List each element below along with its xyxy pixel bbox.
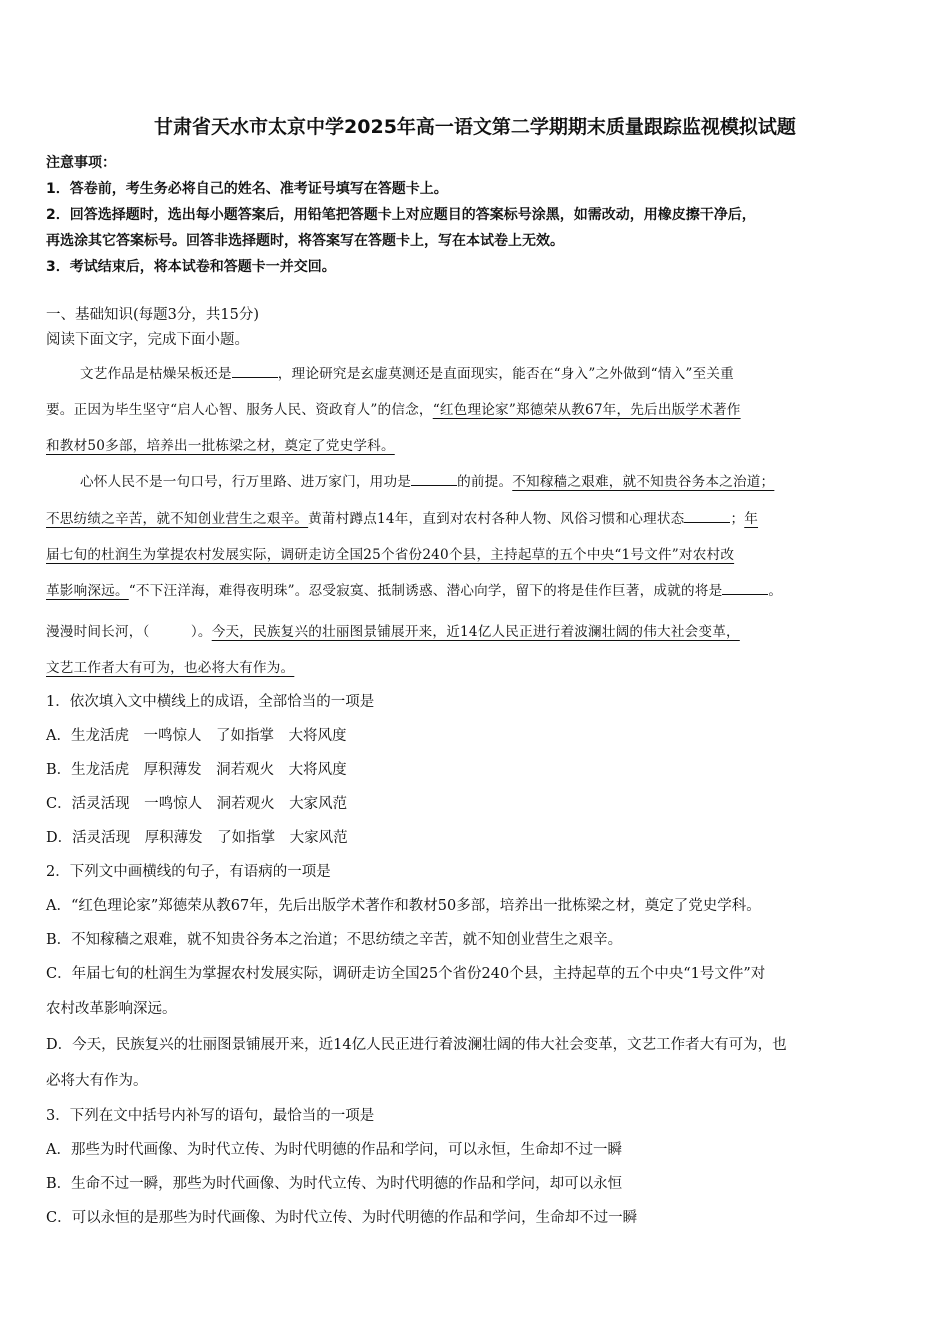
question-1-option-a: A．生龙活虎 一鸣惊人 了如指掌 大将风度	[46, 728, 347, 744]
underlined-sentence-d: 今天，民族复兴的壮丽图景铺展开来，近14亿人民正进行着波澜壮阔的伟大社会变革，	[211, 624, 740, 640]
question-2-option-d: D．今天，民族复兴的壮丽图景铺展开来，近14亿人民正进行着波澜壮阔的伟大社会变革，文艺工作者大有可为，也	[46, 1037, 787, 1053]
passage-line-2: 要。正因为毕生坚守“启人心智、服务人民、资政育人”的信念，“红色理论家”郑德荣从教67年，先后出版学术著作	[46, 402, 741, 418]
notice-item-2: 2．回答选择题时，选出每小题答案后，用铅笔把答题卡上对应题目的答案标号涂黑，如需改动，用橡皮擦干净后，	[46, 207, 756, 223]
section-heading: 一、基础知识(每题3分，共15分)	[46, 307, 259, 323]
notice-item-2-cont: 再选涂其它答案标号。回答非选择题时，将答案写在答题卡上，写在本试卷上无效。	[46, 233, 564, 249]
question-2-option-b: B．不知稼穑之艰难，就不知贵谷务本之治道；不思纺绩之辛苦，就不知创业营生之艰辛。	[46, 932, 623, 948]
question-3-option-a: A．那些为时代画像、为时代立传、为时代明德的作品和学问，可以永恒，生命却不过一瞬	[46, 1142, 622, 1158]
passage-line-6	[46, 543, 734, 563]
notice-item-1: 1．答卷前，考生务必将自己的姓名、准考证号填写在答题卡上。	[46, 181, 448, 197]
question-3-stem: 3．下列在文中括号内补写的语句，最恰当的一项是	[46, 1108, 375, 1124]
notice-item-3: 3．考试结束后，将本试卷和答题卡一并交回。	[46, 259, 336, 275]
question-3-option-b: B．生命不过一瞬，那些为时代画像、为时代立传、为时代明德的作品和学问，却可以永恒	[46, 1176, 623, 1192]
underlined-sentence-a: “红色理论家”郑德荣从教67年，先后出版学术著作	[432, 402, 741, 418]
question-2-option-d-cont: 必将大有作为。	[46, 1073, 148, 1089]
question-2-option-c-cont: 农村改革影响深远。	[46, 1001, 177, 1017]
question-1-option-b: B．生龙活虎 厚积薄发 洞若观火 大将风度	[46, 762, 347, 778]
question-2-stem: 2．下列文中画横线的句子，有语病的一项是	[46, 864, 331, 880]
passage-line-7: 革影响深远。“不下汪洋海，难得夜明珠”。忍受寂寞、抵制诱惑、潜心向学，留下的将是佳作巨著，成就的将是 。	[46, 583, 783, 599]
question-1-option-c: C．活灵活现 一鸣惊人 洞若观火 大家风范	[46, 796, 348, 812]
notice-heading: 注意事项：	[46, 155, 116, 171]
passage-line-3	[46, 434, 395, 454]
blank-4	[722, 582, 768, 595]
passage-line-5: 不思纺绩之辛苦，就不知创业营生之艰辛。黄莆村蹲点14年，直到对农村各种人物、风俗习惯和心理状态 ；年	[46, 511, 759, 527]
section-intro: 阅读下面文字，完成下面小题。	[46, 332, 249, 348]
blank-1	[232, 365, 278, 378]
passage-line-4: 心怀人民不是一句口号，行万里路、进万家门，用功是 的前提。不知稼穑之艰难，就不知贵谷务本之治道；	[80, 474, 775, 490]
underlined-sentence-d-cont: 文艺工作者大有可为，也必将大有作为。	[46, 660, 295, 676]
passage-line-8: 漫漫时间长河，（ ）。今天，民族复兴的壮丽图景铺展开来，近14亿人民正进行着波澜壮阔的伟大社会变革，	[46, 624, 740, 640]
question-1-option-d: D．活灵活现 厚积薄发 了如指掌 大家风范	[46, 830, 348, 846]
question-2-option-a: A．“红色理论家”郑德荣从教67年，先后出版学术著作和教材50多部，培养出一批栋梁之材，奠定了党史学科。	[46, 898, 761, 914]
underlined-sentence-c-cont: 革影响深远。	[46, 583, 129, 599]
underlined-sentence-c: 届七旬的杜润生为掌提农村发展实际，调研走访全国25个省份240个县，主持起草的五个中央“1号文件”对农村改	[46, 547, 735, 563]
question-1-stem: 1．依次填入文中横线上的成语，全部恰当的一项是	[46, 694, 375, 710]
passage-line-1: 文艺作品是枯燥呆板还是 ，理论研究是玄虚莫测还是直面现实，能否在“身入”之外做到“情入”至关重	[80, 366, 734, 382]
question-3-option-c: C．可以永恒的是那些为时代画像、为时代立传、为时代明德的作品和学问，生命却不过一瞬	[46, 1210, 638, 1226]
underlined-sentence-b-cont: 不思纺绩之辛苦，就不知创业营生之艰辛。	[46, 511, 309, 527]
blank-2	[411, 473, 457, 486]
question-2-option-c: C．年届七旬的杜润生为掌握农村发展实际，调研走访全国25个省份240个县，主持起草的五个中央“1号文件”对	[46, 966, 766, 982]
blank-3	[684, 510, 730, 523]
underlined-sentence-b: 不知稼穑之艰难，就不知贵谷务本之治道；	[512, 474, 775, 490]
page-title: 甘肃省天水市太京中学2025年高一语文第二学期期末质量跟踪监视模拟试题	[154, 116, 796, 138]
underlined-sentence-a-cont: 和教材50多部，培养出一批栋梁之材，奠定了党史学科。	[46, 438, 395, 454]
passage-line-9	[46, 656, 294, 676]
